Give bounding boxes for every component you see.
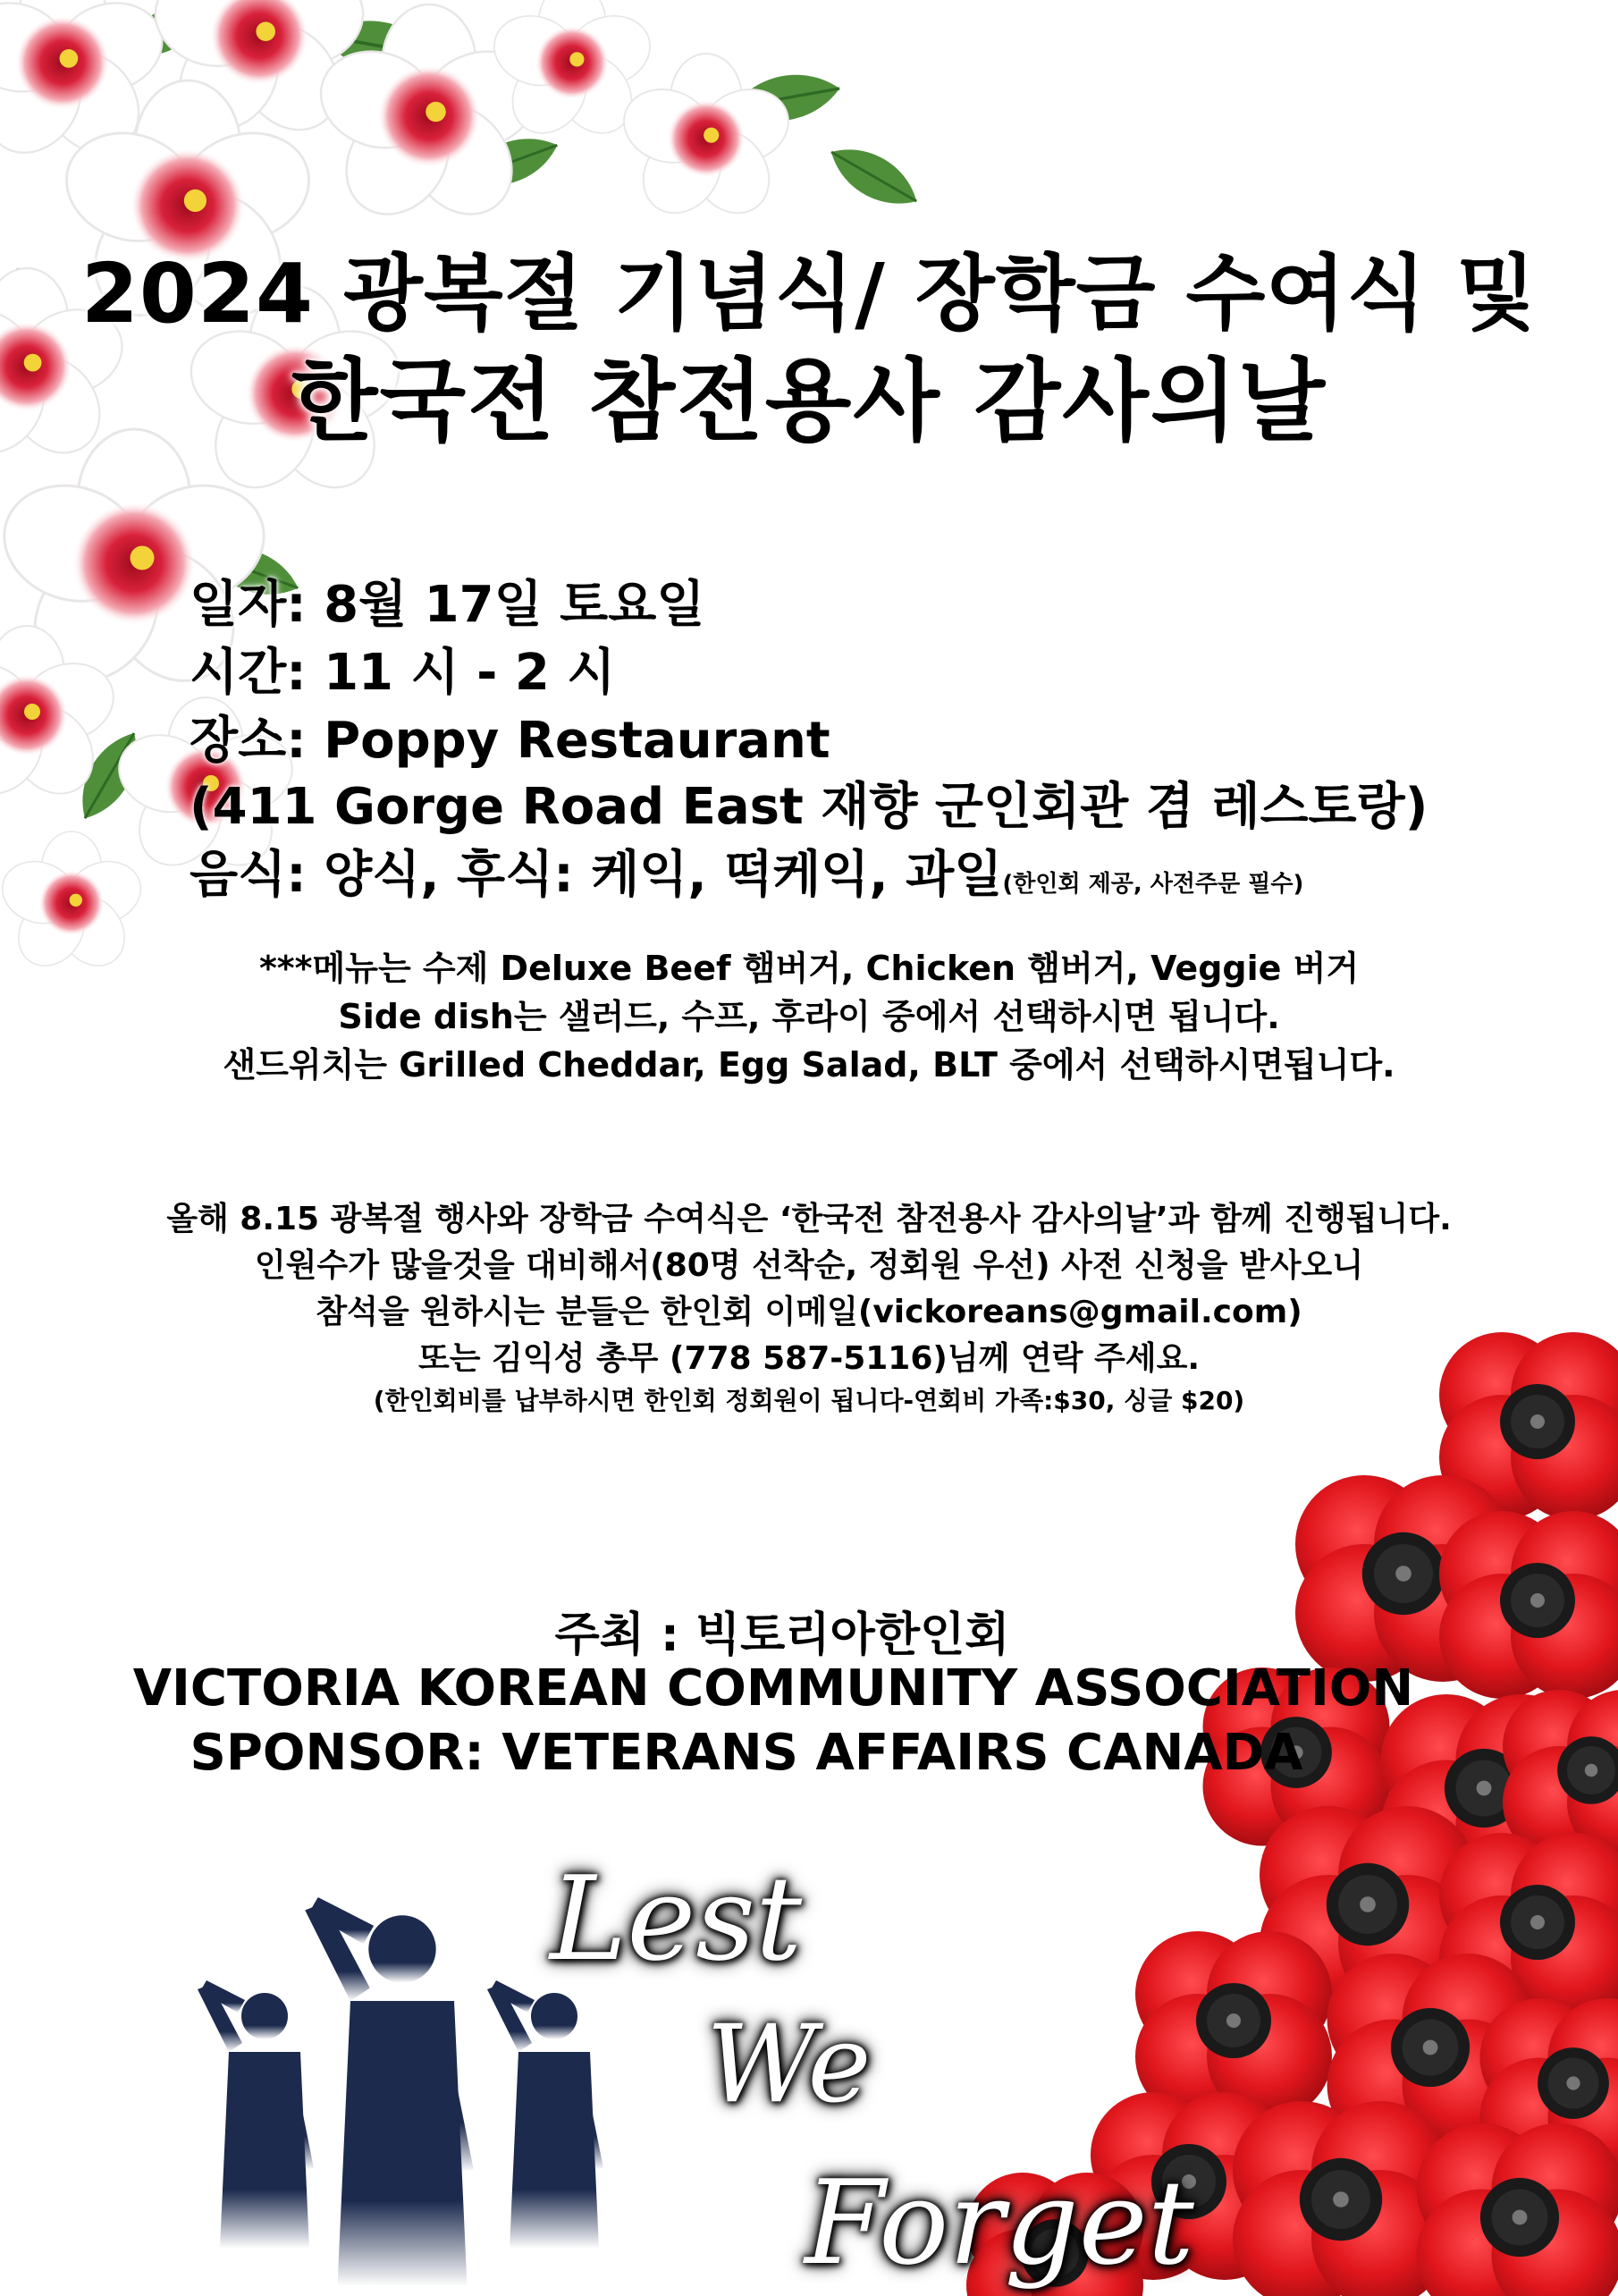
event-date: 일자: 8월 17일 토요일 — [190, 576, 705, 634]
host-english: VICTORIA KOREAN COMMUNITY ASSOCIATION — [132, 1659, 1414, 1718]
menu-line-2: Side dish는 샐러드, 수프, 후라이 중에서 선택하시면 됩니다. — [338, 997, 1280, 1036]
menu-line-1: ***메뉴는 수제 Deluxe Beef 햄버거, Chicken 햄버거, Veggie 버거 — [258, 949, 1360, 988]
event-food-note: (한인회 제공, 사전주문 필수) — [1002, 871, 1304, 898]
lest-we-forget-word-1: Lest — [550, 1851, 803, 1987]
event-food-text: 음식: 양식, 후식: 케익, 떡케익, 과일 — [190, 846, 1003, 904]
event-time: 시간: 11 시 - 2 시 — [190, 644, 616, 702]
event-address: (411 Gorge Road East 재향 군인회관 겸 레스토랑) — [190, 778, 1428, 836]
event-title-line-2: 한국전 참전용사 감사의날 — [291, 349, 1327, 453]
sponsor-line: SPONSOR: VETERANS AFFAIRS CANADA — [190, 1724, 1303, 1782]
lest-we-forget-word-2: We — [706, 2003, 872, 2127]
event-place: 장소: Poppy Restaurant — [190, 712, 830, 770]
event-title-line-1: 2024 광복절 기념식/ 장학금 수여식 및 — [80, 246, 1538, 342]
notice-line-3: 참석을 원하시는 분들은 한인회 이메일(vickoreans@gmail.com) — [316, 1294, 1302, 1330]
notice-line-1: 올해 8.15 광복절 행사와 장학금 수여식은 ‘한국전 참전용사 감사의날’과 함께 진행됩니다. — [166, 1201, 1452, 1237]
menu-line-3: 샌드위치는 Grilled Cheddar, Egg Salad, BLT 중에서 선택하시면됩니다. — [223, 1045, 1395, 1085]
notice-line-2: 인원수가 많을것을 대비해서(80명 선착순, 정회원 우선) 사전 신청을 받사오니 — [254, 1247, 1364, 1284]
lest-we-forget-word-3: Forget — [805, 2155, 1194, 2291]
event-food — [190, 835, 1303, 907]
membership-note: (한인회비를 납부하시면 한인회 정회원이 됩니다-연회비 가족:$30, 싱글 $20) — [373, 1386, 1245, 1415]
host-korean: 주최 : 빅토리아한인회 — [554, 1608, 1010, 1662]
notice-line-4: 또는 김익성 총무 (778 587-5116)님께 연락 주세요. — [417, 1340, 1201, 1377]
